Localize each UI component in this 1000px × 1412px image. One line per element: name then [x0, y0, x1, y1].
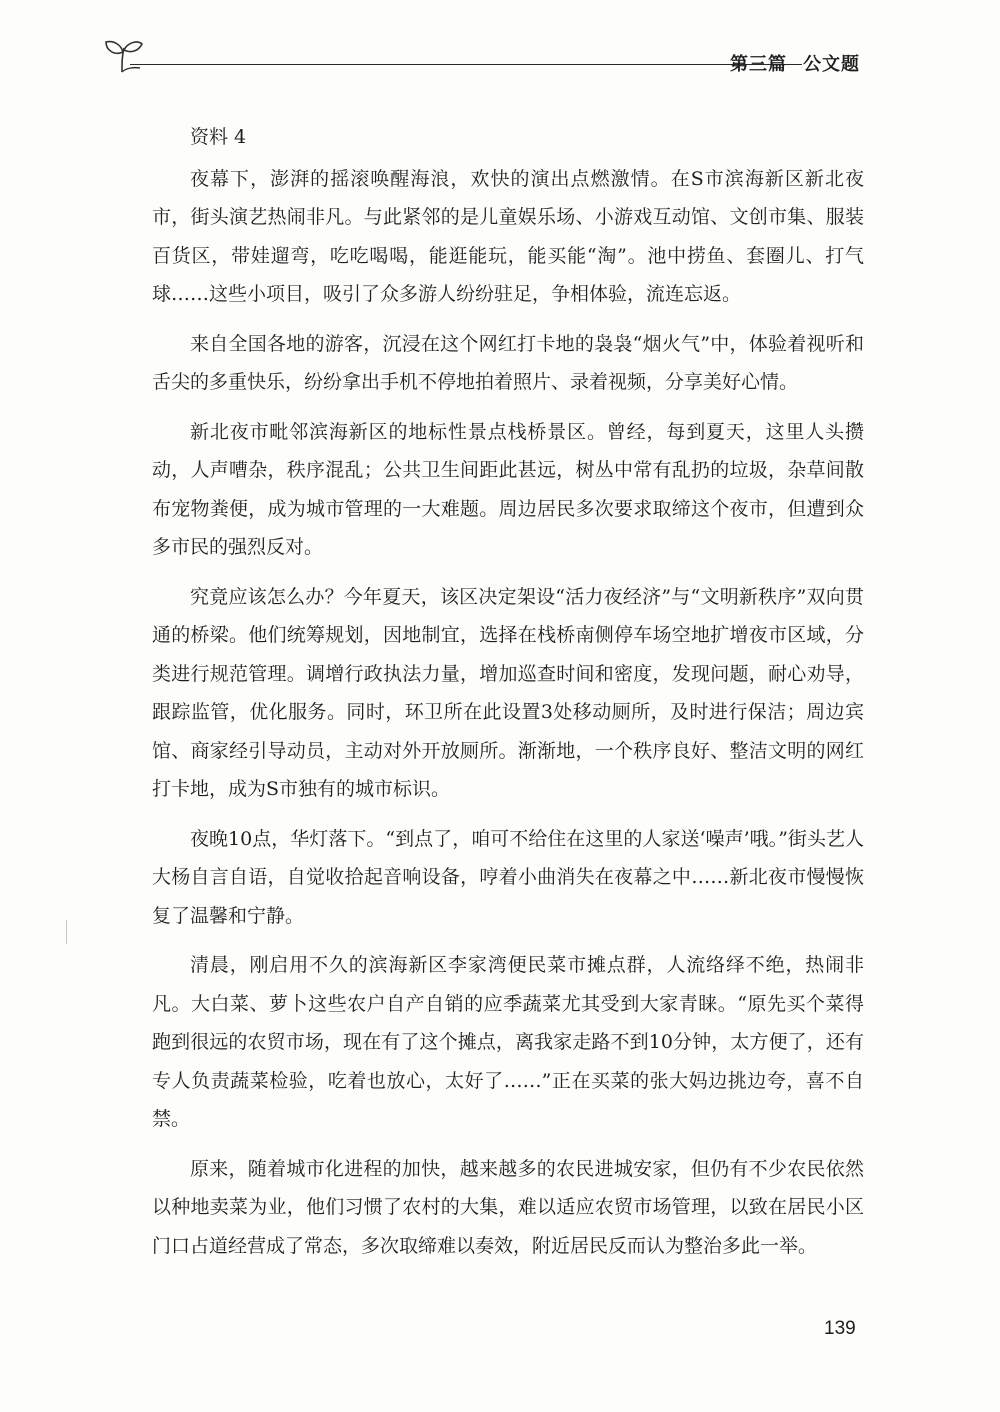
- paragraph: 来自全国各地的游客，沉浸在这个网红打卡地的袅袅“烟火气”中，体验着视听和舌尖的多重快乐，纷纷拿出手机不停地拍着照片、录着视频，分享美好心情。: [152, 332, 864, 393]
- paragraph: 清晨，刚启用不久的滨海新区李家湾便民菜市摊点群，人流络绎不绝，热闹非凡。大白菜、萝卜这些农户自产自销的应季蔬菜尤其受到大家青睐。“原先买个菜得跑到很远的农贸市场，现在有了这个摊点，离我家走路不到10分钟，太方便了，还有专人负责蔬菜检验，吃着也放心，太好了……”正在买菜的张大妈边挑边夸，喜不自禁。: [152, 954, 864, 1130]
- paragraph: 究竟应该怎么办？今年夏天，该区决定架设“活力夜经济”与“文明新秩序”双向贯通的桥梁。他们统筹规划，因地制宜，选择在栈桥南侧停车场空地扩增夜市区域，分类进行规范管理。调增行政执法力量，增加巡查时间和密度，发现问题，耐心劝导，跟踪监管，优化服务。同时，环卫所在此设置3处移动厕所，及时进行保洁；周边宾馆、商家经引导动员，主动对外开放厕所。渐渐地，一个秩序良好、整洁文明的网红打卡地，成为S市独有的城市标识。: [152, 585, 864, 800]
- margin-mark: [66, 920, 67, 944]
- paragraph: 夜晚10点，华灯落下。“到点了，咱可不给住在这里的人家送‘噪声’哦。”街头艺人大杨自言自语，自觉收拾起音响设备，哼着小曲消失在夜幕之中……新北夜市慢慢恢复了温馨和宁静。: [152, 827, 864, 927]
- sprout-icon: [100, 34, 148, 76]
- page-number: 139: [824, 1318, 856, 1339]
- paragraph: 新北夜市毗邻滨海新区的地标性景点栈桥景区。曾经，每到夏天，这里人头攒动，人声嘈杂，秩序混乱；公共卫生间距此甚远，树丛中常有乱扔的垃圾，杂草间散布宠物粪便，成为城市管理的一大难题。周边居民多次要求取缔这个夜市，但遭到众多市民的强烈反对。: [152, 420, 864, 558]
- header-title: [730, 50, 860, 76]
- material-label: 资料 4: [190, 126, 247, 148]
- header-section: 第三篇: [730, 54, 787, 75]
- page-header: [100, 34, 860, 78]
- header-rule: [130, 64, 802, 65]
- header-subject: 公文题: [803, 54, 860, 75]
- paragraph: 原来，随着城市化进程的加快，越来越多的农民进城安家，但仍有不少农民依然以种地卖菜为业，他们习惯了农村的大集，难以适应农贸市场管理，以致在居民小区门口占道经营成了常态，多次取缔难以奏效，附近居民反而认为整治多此一举。: [152, 1157, 864, 1257]
- paragraph: 夜幕下，澎湃的摇滚唤醒海浪，欢快的演出点燃激情。在S市滨海新区新北夜市，街头演艺热闹非凡。与此紧邻的是儿童娱乐场、小游戏互动馆、文创市集、服装百货区，带娃遛弯，吃吃喝喝，能逛能玩，能买能“淘”。池中捞鱼、套圈儿、打气球……这些小项目，吸引了众多游人纷纷驻足，争相体验，流连忘返。: [152, 167, 864, 305]
- document-body: [152, 118, 864, 1276]
